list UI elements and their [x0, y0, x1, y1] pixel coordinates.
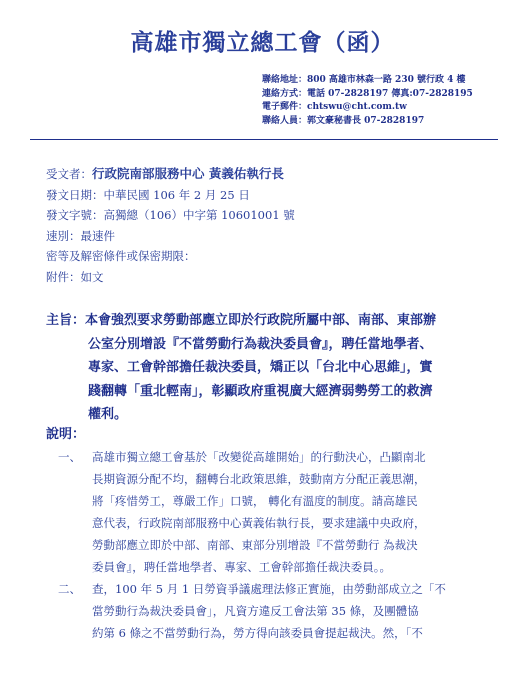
item-line: 高雄市獨立總工會基於「改變從高雄開始」的行動決心，凸顯南北 [92, 450, 426, 464]
document-number: 發文字號：高獨總（106）中字第 10601001 號 [46, 208, 295, 222]
recipient-label: 受文者： [46, 167, 92, 181]
contact-person: 聯絡人員：郭文豪秘書長 07-2828197 [262, 115, 425, 126]
document-title: 高雄市獨立總工會（函） [130, 29, 395, 56]
delivery-speed: 速別：最速件 [46, 228, 115, 243]
item-line: 約第 6 條之不當勞動行為，勞方得向該委員會提起裁決。然，「不 [92, 626, 423, 640]
explanation-item [58, 446, 498, 578]
document-meta [46, 164, 506, 287]
item-line: 勞動部應立即於中部、南部、東部分別增設『不當勞動行 為裁決 [92, 538, 418, 552]
recipient-name: 行政院南部服務中心 黃義佑執行長 [92, 166, 284, 181]
subject-line: 主旨：本會強烈要求勞動部應立即於行政院所屬中部、南部、東部辦 [46, 313, 437, 328]
item-line: 意代表，行政院南部服務中心黃義佑執行長，要求建議中央政府， [92, 516, 426, 530]
secrecy-level: 密等及解密條件或保密期限： [46, 249, 196, 263]
item-number: 一、 [58, 450, 81, 464]
explanation-list [58, 446, 498, 644]
subject-line: 專家、工會幹部擔任裁決委員，矯正以「台北中心思維」，實 [88, 360, 433, 375]
item-line: 委員會』，聘任當地學者、專家、工會幹部擔任裁決委員。。 [92, 560, 391, 574]
item-line: 當勞動行為裁決委員會」，凡資方違反工會法第 35 條，及團體協 [92, 604, 419, 618]
item-line: 長期資源分配不均，翻轉台北政策思維，鼓動南方分配正義思潮， [92, 472, 426, 486]
contact-address: 聯絡地址：800 高雄市林森一路 230 號行政 4 樓 [262, 75, 466, 85]
subject-line: 公室分別增設『不當勞動行為裁決委員會』，聘任當地學者、 [88, 336, 433, 352]
issue-date: 發文日期：中華民國 106 年 2 月 25 日 [46, 187, 250, 202]
header-divider [30, 139, 498, 140]
explanation-heading: 說明： [46, 427, 86, 442]
item-line: 查，100 年 5 月 1 日勞資爭議處理法修正實施，由勞動部成立之「不 [92, 582, 446, 596]
recipient-row [46, 164, 506, 185]
attachment: 附件：如文 [46, 269, 104, 284]
subject-paragraph [46, 309, 486, 427]
item-number: 二、 [58, 582, 81, 596]
contact-phone-fax: 連絡方式：電話 07-2828197 傳真:07-2828195 [262, 88, 473, 99]
contact-block [262, 74, 512, 128]
item-line: 將「疼惜勞工，尊嚴工作」口號， 轉化有溫度的制度。請高雄民 [92, 494, 418, 508]
subject-line: 權利。 [88, 407, 128, 422]
contact-email: 電子郵件：chtswu@cht.com.tw [262, 102, 407, 112]
explanation-item [58, 578, 498, 644]
subject-line: 踐翻轉「重北輕南」，彰顯政府重視廣大經濟弱勢勞工的救濟 [88, 383, 433, 399]
